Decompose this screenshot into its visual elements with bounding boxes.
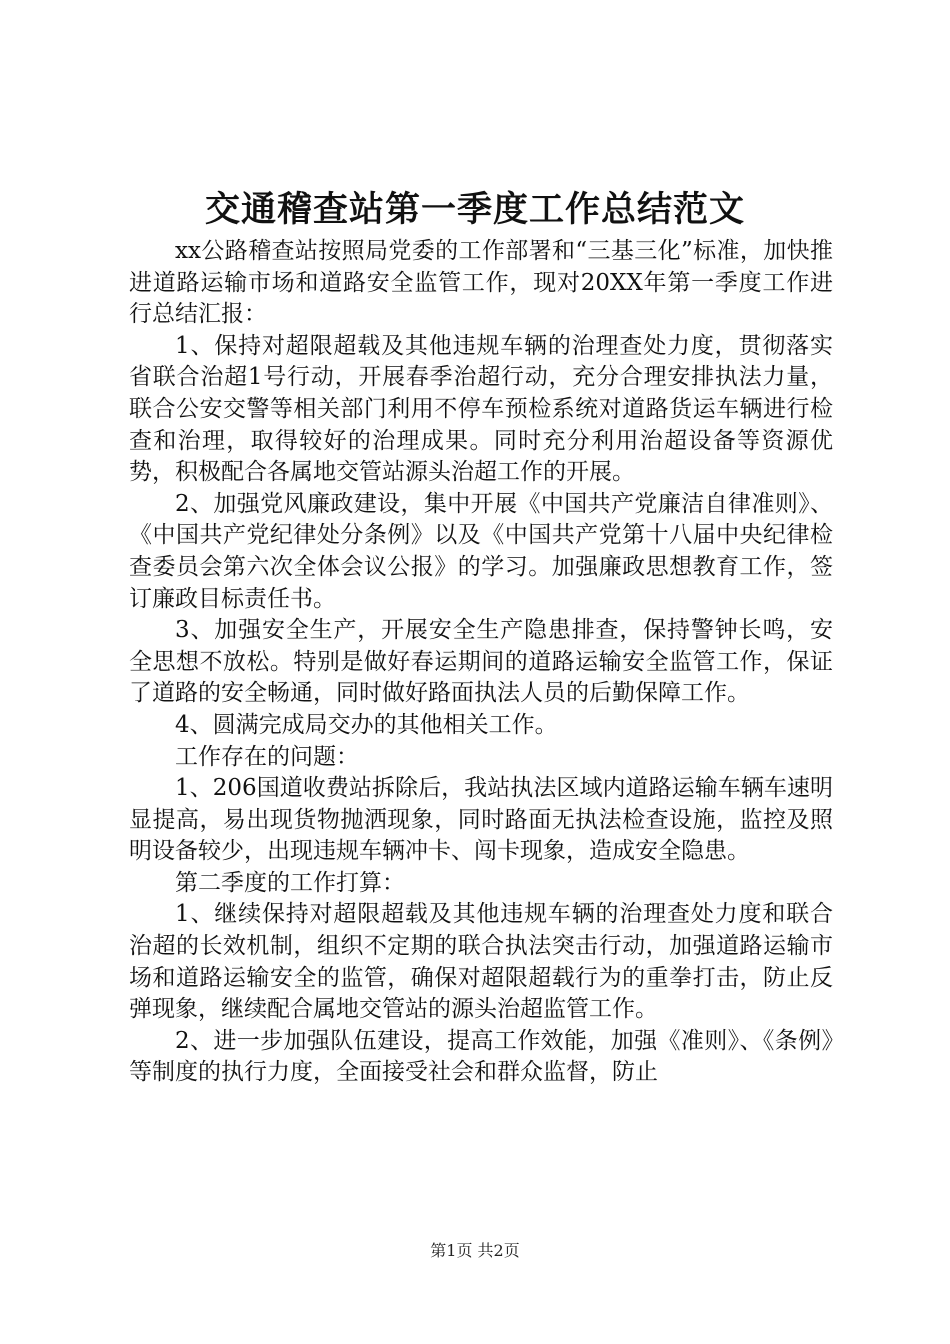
document-body [129, 236, 833, 1089]
section-heading-plan: 第二季度的工作打算： [175, 869, 405, 896]
paragraph-intro: xx公路稽查站按照局党委的工作部署和“三基三化”标准，加快推进道路运输市场和道路安全监管工作，现对20XX年第一季度工作进行总结汇报： [129, 238, 833, 328]
paragraph-plan-2: 2、进一步加强队伍建设，提高工作效能，加强《准则》、《条例》等制度的执行力度，全面接受社会和群众监督，防止 [129, 1027, 833, 1086]
paragraph-problem-1: 1、206国道收费站拆除后，我站执法区域内道路运输车辆车速明显提高，易出现货物抛洒现象，同时路面无执法检查设施，监控及照明设备较少，出现违规车辆冲卡、闯卡现象，造成安全隐患。 [129, 775, 833, 865]
paragraph-item-2: 2、加强党风廉政建设，集中开展《中国共产党廉洁自律准则》、《中国共产党纪律处分条例》以及《中国共产党第十八届中央纪律检查委员会第六次全体会议公报》的学习。加强廉政思想教育工作，签订廉政目标责任书。 [129, 490, 833, 612]
paragraph-item-1: 1、保持对超限超载及其他违规车辆的治理查处力度，贯彻落实省联合治超1号行动，开展春季治超行动，充分合理安排执法力量，联合公安交警等相关部门利用不停车预检系统对道路货运车辆进行检查和治理，取得较好的治理成果。同时充分利用治超设备等资源优势，积极配合各属地交管站源头治超工作的开展。 [129, 332, 833, 486]
paragraph-plan-1: 1、继续保持对超限超载及其他违规车辆的治理查处力度和联合治超的长效机制，组织不定期的联合执法突击行动，加强道路运输市场和道路运输安全的监管，确保对超限超载行为的重拳打击，防止反弹现象，继续配合属地交管站的源头治超监管工作。 [129, 901, 833, 1023]
page-footer: 第1页 共2页 [430, 1241, 520, 1260]
paragraph-item-4: 4、圆满完成局交办的其他相关工作。 [175, 711, 558, 738]
paragraph-item-3: 3、加强安全生产，开展安全生产隐患排查，保持警钟长鸣，安全思想不放松。特别是做好春运期间的道路运输安全监管工作，保证了道路的安全畅通，同时做好路面执法人员的后勤保障工作。 [129, 617, 833, 707]
document-title: 交通稽查站第一季度工作总结范文 [204, 189, 745, 230]
section-heading-problems: 工作存在的问题： [175, 743, 359, 770]
